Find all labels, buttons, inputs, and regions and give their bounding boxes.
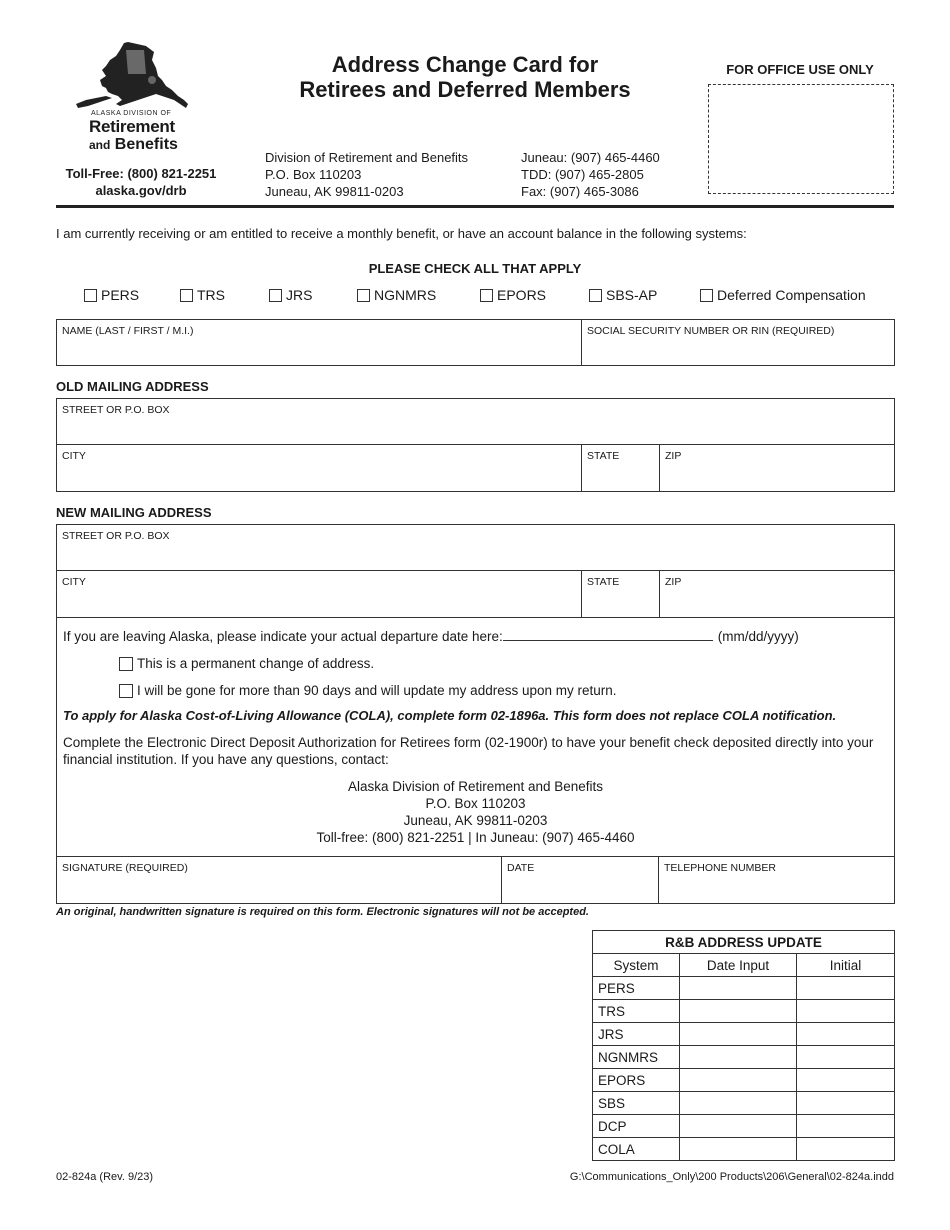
logo-and: and bbox=[89, 138, 111, 152]
name-ssn-row bbox=[56, 319, 895, 366]
new-state-field[interactable] bbox=[582, 571, 660, 618]
temporary-label: I will be gone for more than 90 days and will update my address upon my return. bbox=[137, 683, 617, 698]
contact-block bbox=[57, 778, 894, 846]
date-format-hint: (mm/dd/yyyy) bbox=[717, 629, 799, 644]
table-row bbox=[593, 1069, 895, 1092]
table-title: R&B ADDRESS UPDATE bbox=[593, 931, 895, 954]
row-system: EPORS bbox=[593, 1069, 680, 1092]
old-address-block bbox=[56, 398, 895, 492]
tdd-phone: TDD: (907) 465-2805 bbox=[521, 167, 644, 182]
fax-number: Fax: (907) 465-3086 bbox=[521, 184, 639, 199]
initial-cell[interactable] bbox=[797, 1138, 895, 1161]
street-label: STREET OR P.O. BOX bbox=[62, 404, 170, 416]
table-row bbox=[593, 977, 895, 1000]
name-label: NAME (LAST / FIRST / M.I.) bbox=[62, 325, 194, 337]
file-path: G:\Communications_Only\200 Products\206\General\02-824a.indd bbox=[569, 1171, 894, 1183]
zip-label: ZIP bbox=[665, 450, 682, 462]
row-system: COLA bbox=[593, 1138, 680, 1161]
permanent-label: This is a permanent change of address. bbox=[137, 656, 375, 671]
col-system: System bbox=[593, 954, 680, 977]
system-label: SBS-AP bbox=[606, 287, 658, 303]
checkbox[interactable] bbox=[357, 289, 370, 302]
checkbox[interactable] bbox=[84, 289, 97, 302]
rb-address-update-table bbox=[592, 930, 895, 1161]
intro-text: I am currently receiving or am entitled to receive a monthly benefit, or have an account balance in the following systems: bbox=[56, 226, 747, 241]
checkbox[interactable] bbox=[589, 289, 602, 302]
date-input-cell[interactable] bbox=[680, 1023, 797, 1046]
date-label: DATE bbox=[507, 862, 535, 874]
office-use-box bbox=[708, 84, 894, 194]
date-field[interactable] bbox=[502, 856, 659, 903]
division-name: Division of Retirement and Benefits bbox=[265, 150, 469, 165]
division-po: P.O. Box 110203 bbox=[265, 167, 362, 182]
initial-cell[interactable] bbox=[797, 1069, 895, 1092]
deposit-note: Complete the Electronic Direct Deposit Authorization for Retirees form (02-1900r) to have your benefit check deposited directly into your financial institution. If you have any questions, contact: bbox=[63, 735, 874, 767]
table-row bbox=[593, 1138, 895, 1161]
old-zip-field[interactable] bbox=[660, 445, 894, 491]
name-field[interactable] bbox=[57, 320, 582, 365]
permanent-change-option[interactable] bbox=[119, 655, 374, 672]
row-system: JRS bbox=[593, 1023, 680, 1046]
date-input-cell[interactable] bbox=[680, 1138, 797, 1161]
system-label: NGNMRS bbox=[374, 287, 437, 303]
contact-line3: Juneau, AK 99811-0203 bbox=[403, 813, 548, 828]
system-checkbox-epors[interactable] bbox=[480, 287, 546, 303]
signature-note: An original, handwritten signature is required on this form. Electronic signatures will not be accepted. bbox=[56, 906, 589, 918]
table-row bbox=[593, 1000, 895, 1023]
logo-line2 bbox=[89, 136, 178, 154]
table-row bbox=[593, 1115, 895, 1138]
row-system: PERS bbox=[593, 977, 680, 1000]
logo-small-text: ALASKA DIVISION OF bbox=[91, 110, 172, 117]
new-address-block bbox=[56, 524, 895, 904]
alaska-map-icon bbox=[66, 40, 196, 120]
juneau-phone: Juneau: (907) 465-4460 bbox=[521, 150, 660, 165]
tollfree-number: Toll-Free: (800) 821-2251 bbox=[65, 166, 217, 181]
logo-line1: Retirement bbox=[89, 117, 175, 136]
initial-cell[interactable] bbox=[797, 1000, 895, 1023]
system-checkbox-ngnmrs[interactable] bbox=[357, 287, 436, 303]
state-label: STATE bbox=[587, 576, 620, 588]
ssn-field[interactable] bbox=[582, 320, 894, 365]
contact-line1: Alaska Division of Retirement and Benefits bbox=[347, 779, 604, 794]
col-initial: Initial bbox=[797, 954, 895, 977]
checkbox[interactable] bbox=[480, 289, 493, 302]
new-address-heading: NEW MAILING ADDRESS bbox=[56, 505, 212, 520]
initial-cell[interactable] bbox=[797, 1046, 895, 1069]
date-input-cell[interactable] bbox=[680, 1000, 797, 1023]
departure-date-input[interactable] bbox=[503, 628, 713, 641]
division-city: Juneau, AK 99811-0203 bbox=[265, 184, 404, 199]
system-checkbox-sbs-ap[interactable] bbox=[589, 287, 657, 303]
city-label: CITY bbox=[62, 576, 86, 588]
initial-cell[interactable] bbox=[797, 1023, 895, 1046]
old-street-field[interactable] bbox=[57, 399, 894, 445]
row-system: DCP bbox=[593, 1115, 680, 1138]
new-city-field[interactable] bbox=[57, 571, 582, 618]
initial-cell[interactable] bbox=[797, 1115, 895, 1138]
signature-label: SIGNATURE (REQUIRED) bbox=[62, 862, 188, 874]
date-input-cell[interactable] bbox=[680, 1092, 797, 1115]
table-row bbox=[593, 1092, 895, 1115]
row-system: NGNMRS bbox=[593, 1046, 680, 1069]
system-checkbox-jrs[interactable] bbox=[269, 287, 312, 303]
new-street-field[interactable] bbox=[57, 525, 894, 571]
checkbox[interactable] bbox=[269, 289, 282, 302]
table-row bbox=[593, 1023, 895, 1046]
date-input-cell[interactable] bbox=[680, 1115, 797, 1138]
header-divider bbox=[56, 205, 894, 208]
phone-list bbox=[521, 149, 660, 200]
telephone-field[interactable] bbox=[659, 856, 894, 903]
cola-note: To apply for Alaska Cost-of-Living Allowance (COLA), complete form 02-1896a. This form does not replace COLA notification. bbox=[63, 708, 837, 723]
departure-text: If you are leaving Alaska, please indicate your actual departure date here: bbox=[63, 629, 503, 644]
old-state-field[interactable] bbox=[582, 445, 660, 491]
office-use-label: FOR OFFICE USE ONLY bbox=[726, 62, 874, 77]
system-label: Deferred Compensation bbox=[717, 287, 866, 303]
page-title bbox=[260, 52, 670, 102]
checkbox[interactable] bbox=[119, 657, 133, 671]
contact-line4: Toll-free: (800) 821-2251 | In Juneau: (907) 465-4460 bbox=[316, 830, 635, 845]
row-system: SBS bbox=[593, 1092, 680, 1115]
initial-cell[interactable] bbox=[797, 977, 895, 1000]
telephone-label: TELEPHONE NUMBER bbox=[664, 862, 777, 874]
old-address-heading: OLD MAILING ADDRESS bbox=[56, 379, 209, 394]
division-logo bbox=[66, 40, 196, 158]
initial-cell[interactable] bbox=[797, 1092, 895, 1115]
title-line2: Retirees and Deferred Members bbox=[299, 77, 631, 102]
checkbox[interactable] bbox=[700, 289, 713, 302]
zip-label: ZIP bbox=[665, 576, 682, 588]
state-label: STATE bbox=[587, 450, 620, 462]
system-label: EPORS bbox=[497, 287, 547, 303]
system-checkbox-trs[interactable] bbox=[180, 287, 225, 303]
checkbox[interactable] bbox=[180, 289, 193, 302]
city-label: CITY bbox=[62, 450, 86, 462]
col-date-input: Date Input bbox=[680, 954, 797, 977]
mailing-address bbox=[265, 149, 468, 200]
date-input-cell[interactable] bbox=[680, 1046, 797, 1069]
street-label: STREET OR P.O. BOX bbox=[62, 530, 170, 542]
system-checkbox-pers[interactable] bbox=[84, 287, 139, 303]
website: alaska.gov/drb bbox=[95, 183, 187, 198]
system-checkbox-deferred-comp[interactable] bbox=[700, 287, 866, 303]
check-all-heading: PLEASE CHECK ALL THAT APPLY bbox=[368, 261, 582, 276]
date-input-cell[interactable] bbox=[680, 1069, 797, 1092]
contact-line2: P.O. Box 110203 bbox=[425, 796, 526, 811]
title-line1: Address Change Card for bbox=[331, 52, 599, 77]
org-contact bbox=[56, 165, 226, 199]
departure-line bbox=[63, 628, 799, 645]
date-input-cell[interactable] bbox=[680, 977, 797, 1000]
temporary-change-option[interactable] bbox=[119, 682, 617, 699]
system-label: TRS bbox=[197, 287, 225, 303]
ssn-label: SOCIAL SECURITY NUMBER OR RIN (REQUIRED) bbox=[587, 325, 835, 337]
row-system: TRS bbox=[593, 1000, 680, 1023]
system-label: JRS bbox=[286, 287, 313, 303]
system-label: PERS bbox=[101, 287, 140, 303]
new-zip-field[interactable] bbox=[660, 571, 894, 618]
form-id: 02-824a (Rev. 9/23) bbox=[56, 1171, 154, 1183]
old-city-field[interactable] bbox=[57, 445, 582, 491]
checkbox[interactable] bbox=[119, 684, 133, 698]
logo-benefits: Benefits bbox=[114, 136, 178, 153]
signature-field[interactable] bbox=[57, 856, 502, 903]
table-row bbox=[593, 1046, 895, 1069]
